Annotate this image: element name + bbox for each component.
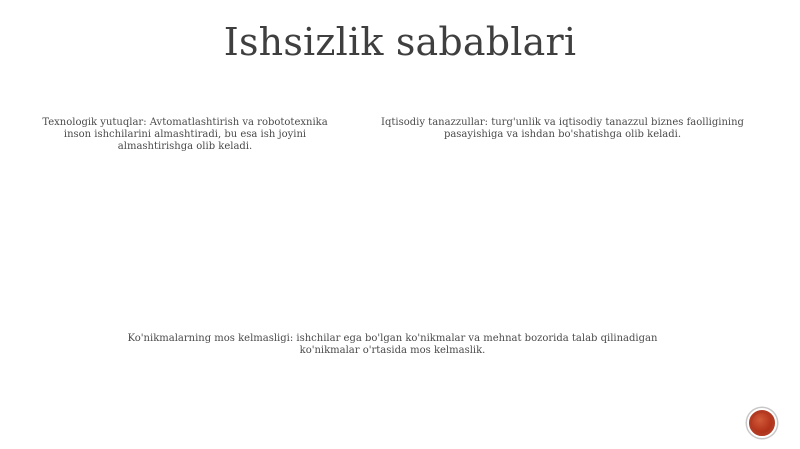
nav-circle-inner <box>752 413 772 433</box>
slide-title: Ishsizlik sabablari <box>223 20 577 64</box>
slide-nav-circle-icon[interactable] <box>747 408 777 438</box>
paragraph-technological: Texnologik yutuqlar: Avtomatlashtirish va robototexnika inson ishchilarini almashtiradi, bu esa ish joyini almashtirishga olib keladi. <box>42 117 328 152</box>
paragraph-economic: Iqtisodiy tanazzullar: turg'unlik va iqtisodiy tanazzul biznes faolligining pasayishiga va ishdan bo'shatishga olib keladi. <box>381 117 744 140</box>
paragraph-skills: Ko'nikmalarning mos kelmasligi: ishchilar ega bo'lgan ko'nikmalar va mehnat bozorida talab qilinadigan ko'nikmalar o'rtasida mos kelmaslik. <box>127 333 658 356</box>
